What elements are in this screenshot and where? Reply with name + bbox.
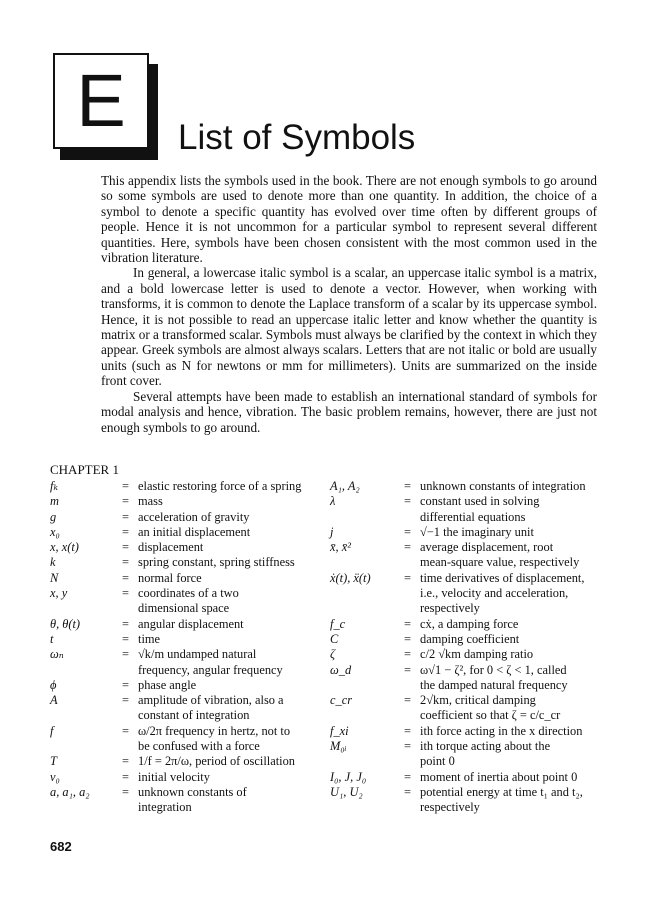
symbol: k [50, 555, 56, 570]
symbol: c_cr [330, 693, 353, 708]
definition-line: i.e., velocity and acceleration, [420, 586, 569, 601]
equals-sign: = [122, 677, 129, 692]
symbol-definition [418, 785, 602, 816]
symbol-definition [418, 693, 602, 724]
symbol-definition [418, 724, 602, 739]
symbol-definition [418, 571, 602, 617]
symbol-definition [418, 632, 602, 647]
chapter-letter: E [76, 59, 126, 142]
symbol: T [50, 754, 57, 769]
equals-sign: = [122, 784, 129, 799]
definition-line: 2√km, critical damping [420, 693, 536, 708]
symbol-definition [136, 571, 320, 586]
definition-line: unknown constants of [138, 784, 247, 799]
symbol-entry [330, 540, 602, 571]
definition-line: moment of inertia about point 0 [420, 769, 578, 784]
symbol-entry [330, 479, 602, 494]
symbol: a, a₁, a₂ [50, 784, 90, 799]
equals-sign: = [122, 509, 129, 524]
definition-line: mean-square value, respectively [420, 555, 580, 570]
equals-sign: = [404, 479, 411, 493]
definition-line: average displacement, root [420, 540, 554, 555]
symbol-list-right [330, 479, 602, 816]
definition-line: frequency, angular frequency [138, 662, 283, 677]
intro-text [101, 173, 597, 435]
symbol: x, y [50, 586, 68, 601]
symbol-definition [136, 632, 320, 647]
chapter-heading: CHAPTER 1 [50, 462, 119, 477]
symbol-definition [136, 494, 320, 509]
equals-sign: = [122, 754, 129, 769]
equals-sign: = [122, 723, 129, 738]
symbol-entry [330, 525, 602, 540]
symbol-entry [330, 647, 602, 662]
page-title: List of Symbols [178, 118, 416, 157]
equals-sign: = [122, 616, 129, 631]
symbol: f_c [330, 616, 346, 631]
equals-sign: = [404, 631, 411, 646]
definition-line: acceleration of gravity [138, 509, 250, 524]
definition-line: angular displacement [138, 616, 244, 631]
equals-sign: = [404, 570, 411, 585]
symbol-definition [136, 617, 320, 632]
intro-paragraph-3: Several attempts have been made to establish an international standard of symbols for modal analysis and hence, vibration. The basic problem remains, however, there are just not enough symbols to go around. [101, 388, 597, 435]
symbol-entry [50, 770, 320, 785]
equals-sign: = [122, 570, 129, 585]
symbol-definition [136, 724, 320, 755]
symbol: C [330, 631, 339, 646]
equals-sign: = [404, 494, 411, 509]
equals-sign: = [122, 586, 129, 601]
chapter-letter-box [53, 53, 149, 149]
symbol-entry [50, 647, 320, 678]
definition-line: an initial displacement [138, 524, 251, 539]
equals-sign: = [122, 647, 129, 662]
symbol-entry [330, 571, 602, 617]
symbol: A [50, 693, 58, 708]
definition-line: mass [138, 494, 163, 509]
symbol-definition [418, 540, 602, 571]
definition-line: the damped natural frequency [420, 677, 568, 692]
symbol: g [50, 509, 57, 524]
symbol-entry [50, 571, 320, 586]
symbol-definition [418, 647, 602, 662]
symbol-definition [136, 770, 320, 785]
definition-line: differential equations [420, 509, 526, 524]
definition-line: cẋ, a damping force [420, 616, 519, 631]
definition-line: coordinates of a two [138, 586, 239, 601]
symbol: x̄, x̄² [330, 540, 351, 555]
symbol-definition [136, 555, 320, 570]
definition-line: ω/2π frequency in hertz, not to [138, 723, 291, 738]
symbol: v₀ [50, 769, 60, 784]
symbol: ẋ(t), ẍ(t) [330, 570, 371, 585]
symbol: f [50, 723, 54, 738]
symbol-definition [136, 479, 320, 494]
definition-line: displacement [138, 540, 204, 555]
definition-line: dimensional space [138, 601, 230, 616]
page-number: 682 [50, 839, 72, 854]
definition-line: normal force [138, 570, 202, 585]
symbol-entry [50, 494, 320, 509]
symbol-entry [50, 479, 320, 494]
equals-sign: = [122, 524, 129, 539]
symbol: x₀ [50, 524, 60, 539]
equals-sign: = [404, 784, 411, 799]
symbol-definition [136, 785, 320, 816]
symbol-definition [418, 739, 602, 770]
symbol-list-left [50, 479, 320, 816]
symbol: U₁, U₂ [330, 784, 363, 799]
symbol-definition [418, 663, 602, 694]
symbol-entry [50, 525, 320, 540]
symbol-definition [418, 617, 602, 632]
definition-line: ith torque acting about the [420, 739, 551, 754]
symbol-definition [136, 693, 320, 724]
definition-line: phase angle [138, 677, 197, 692]
symbol-entry [50, 754, 320, 769]
symbol-definition [136, 510, 320, 525]
symbol: j [330, 524, 334, 539]
definition-line: constant of integration [138, 708, 250, 723]
symbol-entry [330, 617, 602, 632]
symbol-entry [50, 724, 320, 755]
definition-line: amplitude of vibration, also a [138, 693, 284, 708]
intro-paragraph-2: In general, a lowercase italic symbol is a scalar, an uppercase italic symbol is a matrix, and a bold lowercase letter is used to denote a vector. However, when working with transforms, it is common to denote the Laplace transform of a scalar by its uppercase symbol. Hence, it is not possible to read an uppercase italic letter and know whether the quantity is matrix or a transformed scalar. Symbols must always be clarified by the context in which they appear. Greek symbols are almost always scalars. Letters that are not italic or bold are usually units (such as N for newtons or mm for millimeters). Units are summarized on the inside front cover. [101, 265, 597, 389]
symbol: A₁, A₂ [330, 479, 360, 493]
symbol-entry [330, 739, 602, 770]
symbol-entry [330, 770, 602, 785]
symbol-entry [330, 494, 602, 525]
definition-line: √−1 the imaginary unit [420, 524, 534, 539]
symbol-entry [50, 510, 320, 525]
equals-sign: = [404, 693, 411, 708]
definition-line: time derivatives of displacement, [420, 570, 585, 585]
definition-line: unknown constants of integration [420, 479, 586, 493]
equals-sign: = [404, 616, 411, 631]
equals-sign: = [404, 739, 411, 754]
equals-sign: = [122, 631, 129, 646]
symbol-definition [418, 494, 602, 525]
symbol-definition [136, 647, 320, 678]
symbol-definition [136, 525, 320, 540]
symbol-entry [50, 785, 320, 816]
definition-line: spring constant, spring stiffness [138, 555, 295, 570]
symbol: f_xi [330, 723, 349, 738]
symbol: N [50, 570, 59, 585]
symbol: ωₙ [50, 647, 64, 662]
symbol-entry [50, 632, 320, 647]
definition-line: point 0 [420, 754, 455, 769]
equals-sign: = [404, 647, 411, 662]
intro-paragraph-1: This appendix lists the symbols used in the book. There are not enough symbols to go around so some symbols are used to denote more than one quantity. In addition, the choice of a symbol to denote a specific quantity has evolved over time often by different groups of people. Hence it is not uncommon for a particular symbol to represent several different quantities. Here, symbols have been chosen consistent with the most common used in the vibration literature. [101, 173, 597, 266]
definition-line: 1/f = 2π/ω, period of oscillation [138, 754, 295, 769]
equals-sign: = [122, 693, 129, 708]
symbol-entry [330, 785, 602, 816]
symbol-entry [50, 617, 320, 632]
symbol: I₀, J, J₀ [330, 769, 367, 784]
symbol-definition [136, 540, 320, 555]
symbol-entry [330, 724, 602, 739]
symbol-entry [50, 693, 320, 724]
symbol-entry [330, 632, 602, 647]
symbol: ω_d [330, 662, 352, 677]
definition-line: potential energy at time t₁ and t₂, [420, 784, 583, 799]
definition-line: √k/m undamped natural [138, 647, 257, 662]
symbol-definition [136, 678, 320, 693]
equals-sign: = [122, 479, 129, 493]
symbol-entry [50, 678, 320, 693]
definition-line: integration [138, 800, 192, 815]
definition-line: respectively [420, 800, 480, 815]
symbol: m [50, 494, 59, 509]
definition-line: time [138, 631, 161, 646]
equals-sign: = [122, 769, 129, 784]
definition-line: respectively [420, 601, 480, 616]
equals-sign: = [122, 494, 129, 509]
symbol-definition [136, 754, 320, 769]
symbol: t [50, 631, 54, 646]
definition-line: ω√1 − ζ², for 0 < ζ < 1, called [420, 662, 567, 677]
equals-sign: = [404, 662, 411, 677]
definition-line: elastic restoring force of a spring [138, 479, 302, 493]
symbol-entry [330, 693, 602, 724]
symbol-entry [50, 540, 320, 555]
equals-sign: = [404, 524, 411, 539]
definition-line: constant used in solving [420, 494, 540, 509]
symbol: ζ [330, 647, 336, 662]
definition-line: be confused with a force [138, 739, 260, 754]
symbol-definition [136, 586, 320, 617]
symbol: ϕ [50, 677, 57, 692]
symbol-entry [330, 663, 602, 694]
symbol: M₀ᵢ [330, 739, 347, 754]
symbol: fₖ [50, 479, 58, 493]
symbol-definition [418, 525, 602, 540]
equals-sign: = [404, 540, 411, 555]
symbol: θ, θ(t) [50, 616, 81, 631]
definition-line: ith force acting in the x direction [420, 723, 583, 738]
symbol: x, x(t) [50, 540, 79, 555]
symbol-entry [50, 586, 320, 617]
definition-line: initial velocity [138, 769, 210, 784]
definition-line: damping coefficient [420, 631, 520, 646]
symbol: λ [330, 494, 336, 509]
symbol-definition [418, 479, 602, 494]
equals-sign: = [122, 540, 129, 555]
equals-sign: = [404, 769, 411, 784]
equals-sign: = [122, 555, 129, 570]
symbol-entry [50, 555, 320, 570]
equals-sign: = [404, 723, 411, 738]
symbol-definition [418, 770, 602, 785]
definition-line: c/2 √km damping ratio [420, 647, 534, 662]
definition-line: coefficient so that ζ = c/c_cr [420, 708, 561, 723]
